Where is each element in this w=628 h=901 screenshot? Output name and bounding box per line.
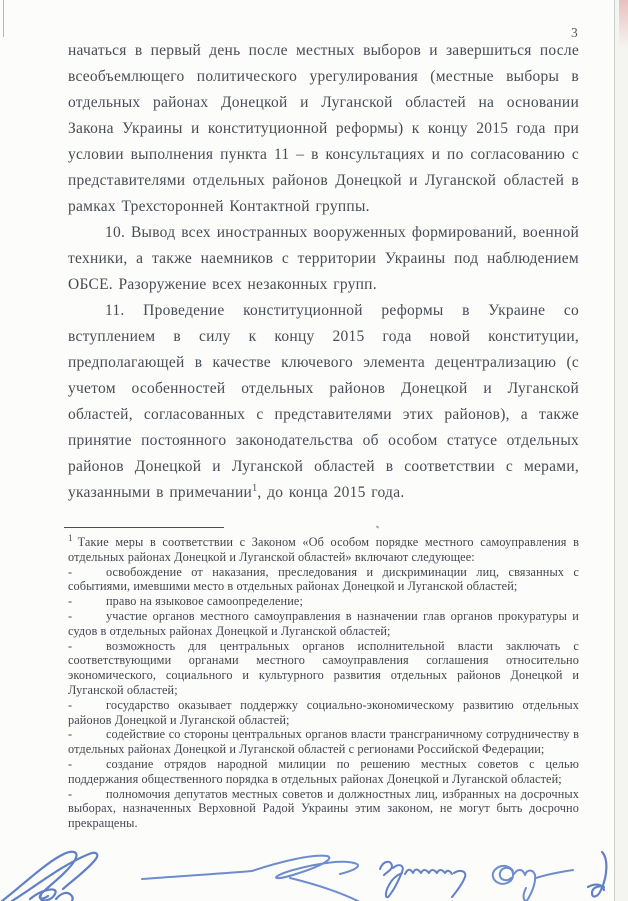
paragraph-9-continuation: начаться в первый день после местных выборов и завершиться после всеобъемлющего политического урегулирования (местные выборы в отдельных районах Донецкой и Луганской областей на основании Закона Украины и конституционной реформы) к концу 2015 года при условии выполнения пункта 11 – в консультациях и по согласованию с представителями отдельных районов Донецкой и Луганской областей в рамках Трехсторонней Контактной группы.: [68, 42, 579, 215]
footnote-item-dash: -: [68, 727, 73, 742]
footnote-item-dash: -: [68, 638, 73, 653]
footnote-item-dash: -: [68, 608, 73, 623]
footnote-item-text: освобождение от наказания, преследования и дискриминации лиц, связанных с событиями, имевшими место в отдельных районах Донецкой и Луганской областей;: [68, 564, 579, 594]
signature-4-ink: [493, 866, 573, 901]
footnote-intro-text: Такие меры в соответствии с Законом «Об особом порядке местного самоуправления в отдельных районах Донецкой и Луганской областей» включают следующее:: [68, 535, 579, 564]
signature-5-ink: [588, 852, 606, 897]
footnote-item-text: участие органов местного самоуправления в назначении глав органов прокуратуры и судов в отдельных районах Донецкой и Луганской областей;: [68, 608, 579, 638]
footnote-item: [68, 594, 579, 609]
footnote-item-text: содействие со стороны центральных органов власти трансграничному сотрудничеству в отдельных районах Донецкой и Луганской областей с регионами Российской Федерации;: [68, 727, 579, 757]
footnote-item: [68, 609, 579, 639]
footnote-item-dash: -: [68, 786, 73, 801]
signature-2-ink: [142, 856, 358, 901]
footnote-section: [68, 527, 579, 831]
footnote-item-dash: -: [68, 697, 73, 712]
paragraph-11-text-after-ref: , до конца 2015 года.: [257, 484, 405, 501]
footnote-item-dash: -: [68, 564, 73, 579]
footnote-item: [68, 639, 579, 698]
scan-artifact-left-edge: [3, 0, 4, 37]
signatures-row: [0, 841, 628, 901]
paragraph-11-text: 11. Проведение конституционной реформы в Украине со вступлением в силу к концу 2015 года новой конституции, предполагающей в качестве ключевого элемента децентрализацию (с учетом особенностей отдельных районов Донецкой и Луганской областей, согласованных с представителями этих районов), а также принятие постоянного законодательства об особом статусе отдельных районов Донецкой и Луганской областей в соответствии с мерами, указанными в примечании: [68, 302, 579, 501]
footnote-item-text: право на языковое самоопределение;: [106, 594, 303, 609]
footnote-item-text: полномочия депутатов местных советов и должностных лиц, избранных на досрочных выборах, назначенных Верховной Радой Украины этим законом, не могут быть досрочно прекращены.: [68, 786, 579, 831]
footnote-item-text: создание отрядов народной милиции по решению местных советов с целью поддержания общественного порядка в отдельных районах Донецкой и Луганской областей;: [68, 756, 579, 786]
paragraph-10: 10. Вывод всех иностранных вооруженных формирований, военной техники, а также наемников с территории Украины под наблюдением ОБСЕ. Разоружение всех незаконных групп.: [68, 224, 579, 293]
footnote-item: [68, 565, 579, 595]
footnote-item: [68, 787, 579, 831]
page-number: 3: [571, 25, 579, 40]
footnote-item-dash: -: [68, 594, 73, 609]
footnote-item: [68, 727, 579, 757]
footnote-intro: [68, 532, 579, 565]
footnote-item-text: возможность для центральных органов исполнительной власти заключать с соответствующими органами местного самоуправления соглашения относительно экономического, социального и культурного развития отдельных районов Донецкой и Луганской областей;: [68, 638, 579, 697]
footnote-reference-superscript: 1: [252, 482, 258, 494]
scan-artifact-right-edge: [614, 0, 615, 901]
signature-3-ink: [380, 862, 465, 898]
footnote-item-text: государство оказывает поддержку социально-экономическому развитию отдельных районов Донецкой и Луганской областей;: [68, 697, 579, 727]
document-body: [68, 38, 579, 506]
scan-artifact-pink-smudge: [619, 0, 628, 48]
signature-1-ink: [2, 852, 97, 901]
footnote-item: [68, 698, 579, 728]
footnote-separator-rule: [64, 527, 224, 528]
footnote-item-dash: -: [68, 756, 73, 771]
footnote-marker: 1: [68, 532, 73, 543]
footnote-item: [68, 757, 579, 787]
paragraph-11: [68, 298, 579, 506]
scan-artifact-right-band: [615, 0, 628, 901]
